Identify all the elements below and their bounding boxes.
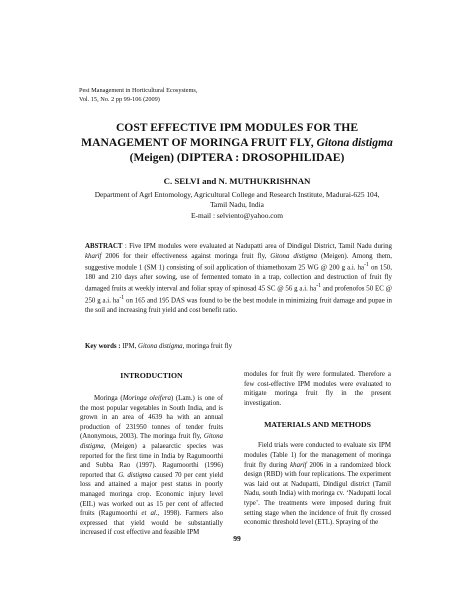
abstract-superscript: -1: [119, 295, 125, 302]
intro-continuation-paragraph: modules for fruit fly were formulated. Therefore a few cost-effective IPM modules were evaluated to mitigate moringa fruit fly in the present investigation.: [244, 371, 391, 407]
intro-text: , (Meigen) a palaearctic species was reported for the first time in India by Ragumoorthi and Subba Rao (1997). Ragumoorthi (1996) reported that: [80, 442, 223, 479]
introduction-heading: INTRODUCTION: [120, 371, 183, 380]
abstract-italic: kharif: [85, 252, 102, 260]
title-species-name: Gitona distigma: [316, 136, 393, 149]
keywords: [85, 343, 392, 350]
intro-text: ) (Lam.) is one of the most popular vegetables in South India, and is grown in an area of 4639 ha with an annual production of 231950 tonnes of tender fruits (Anonymous, 2003). The moringa fruit fly,: [80, 395, 223, 441]
affiliation-department: Department of Agrl Entomology, Agricultural College and Research Institute, Madurai-625 104,: [94, 190, 380, 199]
intro-italic: Gitona distigma: [80, 433, 223, 450]
page-number: 99: [233, 534, 241, 543]
journal-volume-pages: Vol. 15, No. 2 pp 99-106 (2009): [79, 96, 160, 103]
right-column: [244, 363, 391, 528]
introduction-paragraph: [80, 394, 223, 538]
keywords-italic: Gitona distigma,: [138, 343, 185, 350]
keywords-text: IPM,: [120, 343, 139, 350]
abstract: [85, 242, 392, 316]
title-line-2-text: MANAGEMENT OF MORINGA FRUIT FLY,: [81, 136, 317, 149]
article-title: [60, 120, 414, 165]
keywords-text: moringa fruit fly: [184, 343, 233, 350]
abstract-text: and profenofos 50 EC @ 250 g a.i. ha: [85, 285, 392, 305]
abstract-text: on 150, 180 and 210 days after sowing, use of fermented tomato in a trap, collection and destruction of fruit fly damaged fruits at weekly interval and foliar spray of spinosad 45 SC @ 56 g a.i. ha: [85, 264, 392, 293]
title-line-3: (Meigen) (DIPTERA : DROSOPHILIDAE): [129, 151, 345, 164]
abstract-superscript: -1: [364, 262, 369, 269]
abstract-superscript: -1: [316, 283, 321, 290]
author-affiliation: [60, 190, 414, 221]
abstract-text: on 165 and 195 DAS was found to be the best module in minimizing fruit damage and pupae in the soil and increasing fruit yield and cost benefit ratio.: [85, 297, 392, 315]
intro-italic: et al.: [141, 510, 158, 518]
intro-text: Moringa (: [94, 395, 123, 402]
affiliation-email: E-mail : selviento@yahoo.com: [191, 210, 283, 220]
materials-methods-paragraph: [244, 441, 391, 527]
author-names: C. SELVI and N. MUTHUKRISHNAN: [163, 176, 311, 186]
title-line-1: COST EFFECTIVE IPM MODULES FOR THE: [115, 121, 359, 134]
journal-name: Pest Management in Horticultural Ecosystems,: [79, 87, 198, 94]
methods-text: 2006 in a randomized block design (RBD) with four replications. The experiment was laid out at Nadupatti, Dindigul district (Tamil Nadu, south India) with moringa cv. ‘Nadupatti local type’. The treatments were imposed during fruit setting stage when the incidence of fruit fly crossed economic threshold level (ETL). Spraying of the: [244, 461, 391, 527]
methods-text: Field trials were conducted to evaluate six IPM modules (Table 1) for the management of moringa fruit fly during: [244, 442, 391, 469]
abstract-text: : Five IPM modules were evaluated at Nadupatti area of Dindigul District, Tamil Nadu during: [122, 243, 392, 250]
title-line-2: [60, 135, 414, 150]
abstract-text: (Meigen). Among them, suggestive module 1 (SM 1) consisting of soil application of thiamethoxam 25 WG @ 200 g a.i. ha: [85, 252, 392, 272]
abstract-text: 2006 for their effectiveness against moringa fruit fly,: [101, 252, 271, 260]
keywords-label: Key words :: [85, 343, 121, 350]
intro-italic: Moringa oleifera: [122, 395, 171, 402]
affiliation-location: Tamil Nadu, India: [210, 200, 264, 210]
abstract-label: ABSTRACT: [85, 243, 123, 250]
journal-citation: [79, 86, 197, 104]
intro-text: , 1998). Farmers also expressed that yield would be substantially increased if cost effective and feasible IPM: [80, 510, 224, 537]
methods-italic: kharif: [290, 461, 307, 469]
intro-text: caused 70 per cent yield loss and attained a major pest status in poorly managed moringa crop. Economic injury level (EIL) was worked out as 15 per cent of affected fruits (Ragumoorthi: [80, 471, 223, 518]
abstract-italic: Gitona distigma: [270, 252, 318, 260]
intro-italic: G. distigma: [118, 471, 152, 479]
left-column: [80, 363, 223, 538]
materials-methods-heading: MATERIALS AND METHODS: [264, 420, 371, 430]
